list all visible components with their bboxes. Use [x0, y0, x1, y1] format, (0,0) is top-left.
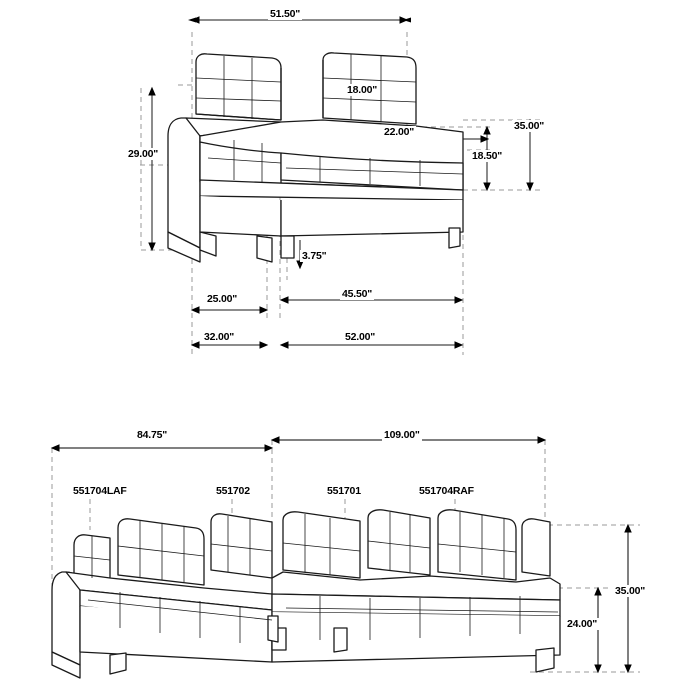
- dim-overall-width: 52.00": [345, 331, 376, 343]
- dim-overall-depth: 32.00": [204, 331, 235, 343]
- dim-arm-height: 29.00": [128, 148, 159, 160]
- part-label-laf: 551704LAF: [73, 485, 127, 497]
- dim-leg-height: 3.75": [302, 250, 327, 262]
- dim-right-section-width: 109.00": [384, 429, 420, 441]
- dim-top-width: 51.50": [270, 8, 301, 20]
- dim-seat-depth: 22.00": [384, 126, 415, 138]
- sofa-drawing: [168, 53, 463, 262]
- dim-sectional-back-height: 24.00": [567, 618, 598, 630]
- part-label-corner: 551701: [327, 485, 361, 497]
- part-label-raf: 551704RAF: [419, 485, 474, 497]
- dim-back-cushion-height: 18.00": [347, 84, 378, 96]
- dim-sectional-overall-height: 35.00": [615, 585, 646, 597]
- dim-seat-height: 18.50": [472, 150, 503, 162]
- part-label-armless: 551702: [216, 485, 250, 497]
- dim-overall-height: 35.00": [514, 120, 545, 132]
- sectional-drawing: [52, 510, 560, 678]
- dim-left-section-width: 84.75": [137, 429, 168, 441]
- dim-side-depth: 25.00": [207, 293, 238, 305]
- dim-inner-seat-width: 45.50": [342, 288, 373, 300]
